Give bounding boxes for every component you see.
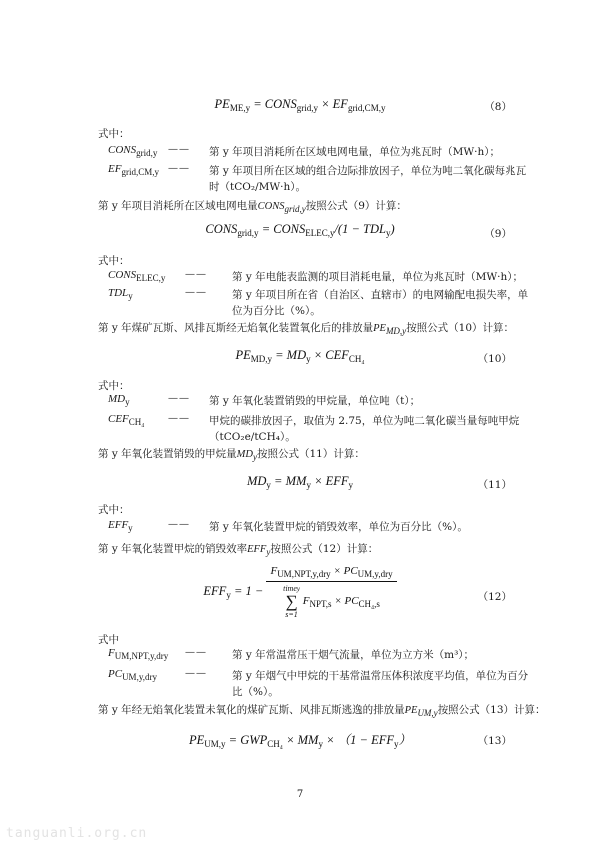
equation-number-8: （8） [484, 101, 512, 113]
equation-number-13: （13） [477, 735, 512, 747]
symbol-pc-um: $PC_{UM,y,dry}$ [108, 668, 157, 682]
definition-text: 第 y 年烟气中甲烷的干基常温常压体积浓度平均值，单位为百分比（%）。 [232, 670, 529, 698]
where-label: 式中 [98, 634, 119, 646]
symbol-cons-elec: $CONS_{ELEC,y}$ [108, 269, 166, 283]
equation-13: $PE_{UM,y} = GWP_{CH_4} \times MM_y \times (1 - EFF_y)$ [188, 733, 411, 749]
equation-8: $PE_{ME,y}$ = $CONS_{grid,y} \times EF_{grid,CM,y}$ [214, 97, 386, 113]
definition-text: 第 y 年常温常压干烟气流量，单位为立方米（m³）； [232, 649, 475, 661]
summation: timey ∑ s=1 [283, 584, 300, 619]
paragraph-eq9: 第 y 年项目消耗所在区域电网电量CONSgrid,y按照公式（9）计算： [98, 200, 407, 214]
definition-text: 第 y 年氧化装置甲烷的销毁效率，单位为百分比（%）。 [209, 521, 468, 533]
page-number: 7 [296, 789, 304, 800]
where-label: 式中： [98, 504, 130, 516]
paragraph-eq11: 第 y 年氧化装置销毁的甲烷量MDy按照公式（11）计算： [98, 448, 365, 462]
paragraph-eq13: 第 y 年经无焰氧化装置未氧化的煤矿瓦斯、风排瓦斯逃逸的排放量PEUM,y按照公式（13）计算： [98, 704, 546, 718]
symbol-tdl: $TDL_y$ [108, 287, 133, 301]
equation-11: $MD_y = MM_y \times EFF_y$ [246, 474, 354, 490]
definition-dash: —— [168, 393, 190, 404]
where-label: 式中： [98, 380, 130, 392]
definition-dash: —— [168, 413, 190, 424]
definition-dash: —— [185, 668, 207, 679]
where-label: 式中： [98, 128, 130, 140]
definition-text: 甲烷的碳排放因子，取值为 2.75，单位为吨二氧化碳当量每吨甲烷（tCO₂e/tCH₄）。 [209, 415, 520, 443]
equation-number-10: （10） [477, 353, 512, 365]
symbol-md: $MD_y$ [108, 393, 130, 407]
fraction-denominator: timey ∑ s=1 $F_{NPT,s} \times PC_{CH_4,s}$ [283, 584, 380, 619]
fraction [266, 565, 396, 619]
definition-dash: —— [168, 144, 190, 155]
paragraph-eq12: 第 y 年氧化装置甲烷的销毁效率EFFy按照公式（12）计算： [98, 543, 379, 557]
symbol-cons-grid: $CONS_{grid,y}$ [108, 144, 158, 158]
definition-text: 第 y 年氧化装置销毁的甲烷量，单位吨（t）； [209, 395, 421, 407]
where-label: 式中： [98, 255, 130, 267]
equation-10: $PE_{MD,y} = MD_y \times CEF_{CH_4}$ [235, 348, 365, 364]
equation-number-9: （9） [484, 228, 512, 240]
equation-12: $EFF_y = 1$ − $F_{UM,NPT,y,dry} \times PC_{UM,y,dry}$ timey ∑ s=1 $F_{NPT,s} \times PC_{CH_4,s}$ [0, 565, 600, 619]
definition-text: 第 y 年项目消耗所在区域电网电量，单位为兆瓦时（MW·h）； [209, 146, 500, 158]
equation-number-12: （12） [477, 591, 512, 603]
definition-text: 第 y 年电能表监测的项目消耗电量，单位为兆瓦时（MW·h）； [232, 271, 523, 283]
definition-dash: —— [168, 163, 190, 174]
symbol-cef: $CEF_{CH_4}$ [108, 413, 145, 427]
symbol-eff: $EFF_y$ [108, 519, 133, 533]
definition-text: 第 y 年项目所在区域的组合边际排放因子，单位为吨二氧化碳每兆瓦时（tCO₂/MW·h）。 [209, 165, 527, 193]
definition-text: 第 y 年项目所在省（自治区、直辖市）的电网输配电损失率，单位为百分比（%）。 [232, 289, 529, 317]
definition-dash: —— [168, 519, 190, 530]
definition-dash: —— [185, 647, 207, 658]
equation-9: $CONS_{grid,y}$ = $CONS_{ELEC,y}/(1 - TDL_y)$ [205, 222, 395, 238]
definition-dash: —— [185, 287, 207, 298]
watermark: tanguanli.org.cn [6, 826, 148, 841]
definition-dash: —— [185, 269, 207, 280]
symbol-f-um: $F_{UM,NPT,y,dry}$ [108, 647, 169, 661]
fraction-numerator: $F_{UM,NPT,y,dry} \times PC_{UM,y,dry}$ [266, 565, 396, 582]
paragraph-eq10: 第 y 年煤矿瓦斯、风排瓦斯经无焰氧化装置氧化后的排放量PEMD,y按照公式（10）计算： [98, 322, 515, 336]
symbol-ef-grid: $EF_{grid,CM,y}$ [108, 163, 159, 177]
equation-number-11: （11） [477, 479, 512, 491]
